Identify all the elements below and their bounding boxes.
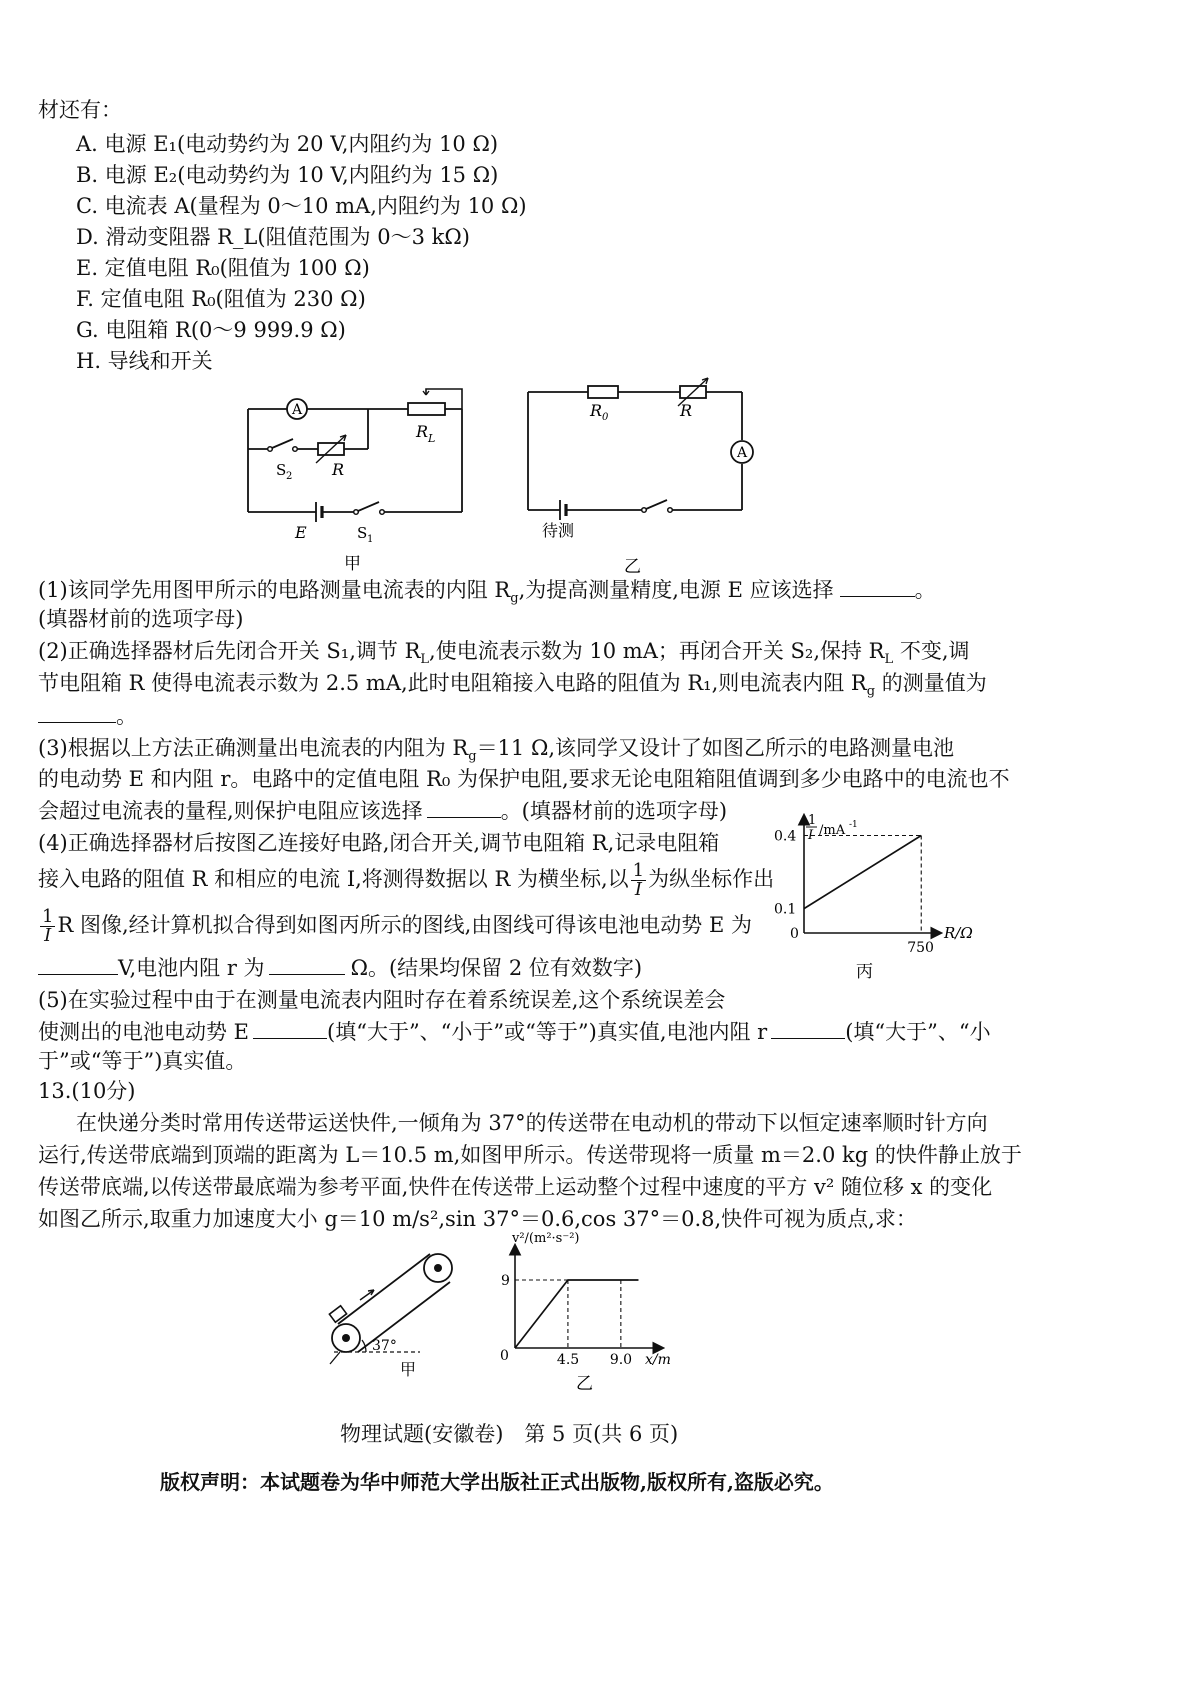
- svg-text:-1: -1: [849, 820, 858, 830]
- origin-label: 0: [500, 1348, 509, 1364]
- question-13-line4: 如图乙所示,取重力加速度大小 g＝10 m/s²,sin 37°＝0.6,cos 37°＝0.8,快件可视为质点,求：: [38, 1207, 917, 1231]
- question-4-line4: V,电池内阻 r 为 Ω。(结果均保留 2 位有效数字): [38, 952, 642, 983]
- y-axis-label: [806, 813, 858, 843]
- fixed-resistor-r0: [588, 386, 618, 423]
- question-4-line2: 接入电路的阻值 R 和相应的电流 I,将测得数据以 R 为横坐标,以 $\frac{1}{I}$ 为纵坐标作出: [38, 860, 775, 900]
- caption-graph-yi: 乙: [576, 1374, 593, 1394]
- x-tick-label: 750: [907, 940, 934, 956]
- y-tick-label: 0.4: [774, 828, 797, 845]
- conveyor-belt-diagram: [320, 1248, 480, 1388]
- question-4-line3: $\frac{1}{I}$ R 图像,经计算机拟合得到如图丙所示的图线,由图线可得该电池电动势 E 为: [42, 906, 752, 946]
- answer-blank-q3[interactable]: [427, 795, 501, 818]
- rheostat-rl: [408, 389, 462, 445]
- question-5-line1: (5)在实验过程中由于在测量电流表内阻时存在着系统误差,这个系统误差会: [38, 988, 726, 1012]
- graph-v2-vs-x: [490, 1228, 690, 1398]
- question-13-line3: 传送带底端,以传送带最底端为参考平面,快件在传送带上运动整个过程中速度的平方 v² 随位移 x 的变化: [38, 1175, 993, 1199]
- ammeter-yi: [731, 441, 753, 463]
- answer-blank-q5-emf[interactable]: [253, 1016, 327, 1039]
- caption-belt-jia: 甲: [400, 1360, 417, 1379]
- svg-text:E: E: [295, 523, 307, 542]
- y-axis-label: v²/(m²·s⁻²): [512, 1231, 580, 1246]
- svg-text:R: R: [680, 401, 693, 420]
- svg-text:A: A: [291, 402, 303, 418]
- page-footer: 物理试题(安徽卷) 第 5 页(共 6 页): [340, 1422, 679, 1446]
- option-f: F. 定值电阻 R₀(阻值为 230 Ω): [76, 287, 366, 311]
- question-2-line2: 节电阻箱 R 使得电流表示数为 2.5 mA,此时电阻箱接入电路的阻值为 R₁,则电流表内阻 $R_g$ 的测量值为: [38, 671, 987, 700]
- angle-label: 37°: [372, 1338, 397, 1354]
- x-tick-label: 4.5: [556, 1352, 580, 1368]
- x-tick-label: 9.0: [609, 1352, 633, 1368]
- svg-text:R: R: [416, 422, 429, 441]
- caption-yi: 乙: [624, 557, 641, 577]
- fraction-one-over-i: $\frac{1}{I}$: [632, 860, 645, 900]
- question-2-line1: (2)正确选择器材后先闭合开关 S₁,调节 $R_L$,使电流表示数为 10 mA；再闭合开关 S₂,保持 $R_L$ 不变,调: [38, 639, 970, 668]
- svg-text:I: I: [808, 828, 814, 843]
- svg-text:1: 1: [367, 534, 374, 545]
- question-13-header: 13.(10分): [38, 1079, 136, 1103]
- answer-blank-q4-emf[interactable]: [38, 952, 118, 975]
- answer-blank-q1[interactable]: [840, 574, 915, 597]
- intro-text: 材还有：: [38, 98, 122, 122]
- question-13-line1: 在快递分类时常用传送带运送快件,一倾角为 37°的传送带在电动机的带动下以恒定速率顺时针方向: [76, 1111, 988, 1135]
- question-5-line2: 使测出的电池电动势 E (填“大于”、“小于”或“等于”)真实值,电池内阻 r (填“大于”、“小: [38, 1016, 991, 1047]
- question-13-line2: 运行,传送带底端到顶端的距离为 L＝10.5 m,如图甲所示。传送带现将一质量 m＝2.0 kg 的快件静止放于: [38, 1143, 1022, 1167]
- option-d: D. 滑动变阻器 R_L(阻值范围为 0～3 kΩ): [76, 225, 470, 249]
- svg-text:S: S: [276, 461, 287, 479]
- data-line: [515, 1280, 638, 1348]
- caption-bing: 丙: [856, 962, 873, 982]
- svg-text:L: L: [428, 432, 436, 445]
- question-5-line3: 于”或“等于”)真实值。: [38, 1049, 247, 1073]
- svg-text:A: A: [736, 445, 748, 461]
- resistance-box-r-yi: [678, 378, 708, 420]
- switch-s2: [268, 439, 298, 482]
- option-h: H. 导线和开关: [76, 349, 213, 373]
- switch-s1: [354, 502, 385, 545]
- svg-text:待测: 待测: [542, 521, 575, 540]
- option-b: B. 电源 E₂(电动势约为 10 V,内阻约为 15 Ω): [76, 163, 499, 187]
- graph-bing: [770, 812, 990, 987]
- option-e: E. 定值电阻 R₀(阻值为 100 Ω): [76, 256, 370, 280]
- battery-under-test: [542, 500, 574, 540]
- x-axis-label: R/Ω: [944, 924, 973, 942]
- option-g: G. 电阻箱 R(0～9 999.9 Ω): [76, 318, 346, 342]
- question-3-line3: 会超过电流表的量程,则保护电阻应该选择 。(填器材前的选项字母): [38, 795, 727, 826]
- ammeter-jia: [287, 399, 307, 419]
- question-4-line1: (4)正确选择器材后按图乙连接好电路,闭合开关,调节电阻箱 R,记录电阻箱: [38, 831, 720, 855]
- question-1-line1: (1)该同学先用图甲所示的电路测量电流表的内阻 $R_g$,为提高测量精度,电源 E 应该选择 。: [38, 574, 936, 614]
- svg-text:R: R: [332, 460, 345, 479]
- battery-e: [294, 502, 322, 542]
- option-c: C. 电流表 A(量程为 0～10 mA,内阻约为 10 Ω): [76, 194, 527, 218]
- copyright-notice: 版权声明：本试题卷为华中师范大学出版社正式出版物,版权所有,盗版必究。: [160, 1470, 834, 1494]
- resistance-box-r-jia: [316, 435, 346, 479]
- answer-blank-q5-r[interactable]: [771, 1016, 845, 1039]
- question-1-line2: (填器材前的选项字母): [38, 607, 244, 631]
- answer-blank-q2[interactable]: [38, 700, 116, 723]
- origin-label: 0: [790, 926, 799, 942]
- circuit-diagram-jia: [240, 385, 480, 575]
- question-2-line3: 。: [38, 700, 137, 731]
- fraction-one-over-i-2: $\frac{1}{I}$: [42, 906, 54, 946]
- svg-text:2: 2: [286, 471, 293, 482]
- answer-blank-q4-r[interactable]: [269, 952, 345, 975]
- svg-text:R: R: [590, 401, 603, 420]
- caption-jia: 甲: [344, 554, 361, 574]
- switch-yi: [642, 500, 673, 512]
- svg-text:/mA: /mA: [819, 823, 846, 838]
- question-3-line1: (3)根据以上方法正确测量出电流表的内阻为 $R_g=11$ Ω,该同学又设计了如图乙所示的电路测量电池: [38, 736, 955, 765]
- question-3-line2: 的电动势 E 和内阻 r。电路中的定值电阻 R₀ 为保护电阻,要求无论电阻箱阻值调到多少电路中的电流也不: [38, 767, 1010, 791]
- option-a: A. 电源 E₁(电动势约为 20 V,内阻约为 10 Ω): [76, 132, 499, 156]
- svg-text:1: 1: [808, 813, 817, 828]
- x-axis-label: x/m: [645, 1352, 671, 1368]
- circuit-diagram-yi: [520, 372, 820, 587]
- y-tick-label: 9: [501, 1273, 510, 1289]
- y-tick-label: 0.1: [774, 901, 797, 918]
- svg-text:S: S: [357, 524, 368, 542]
- svg-text:0: 0: [602, 412, 609, 423]
- data-line: [804, 836, 921, 909]
